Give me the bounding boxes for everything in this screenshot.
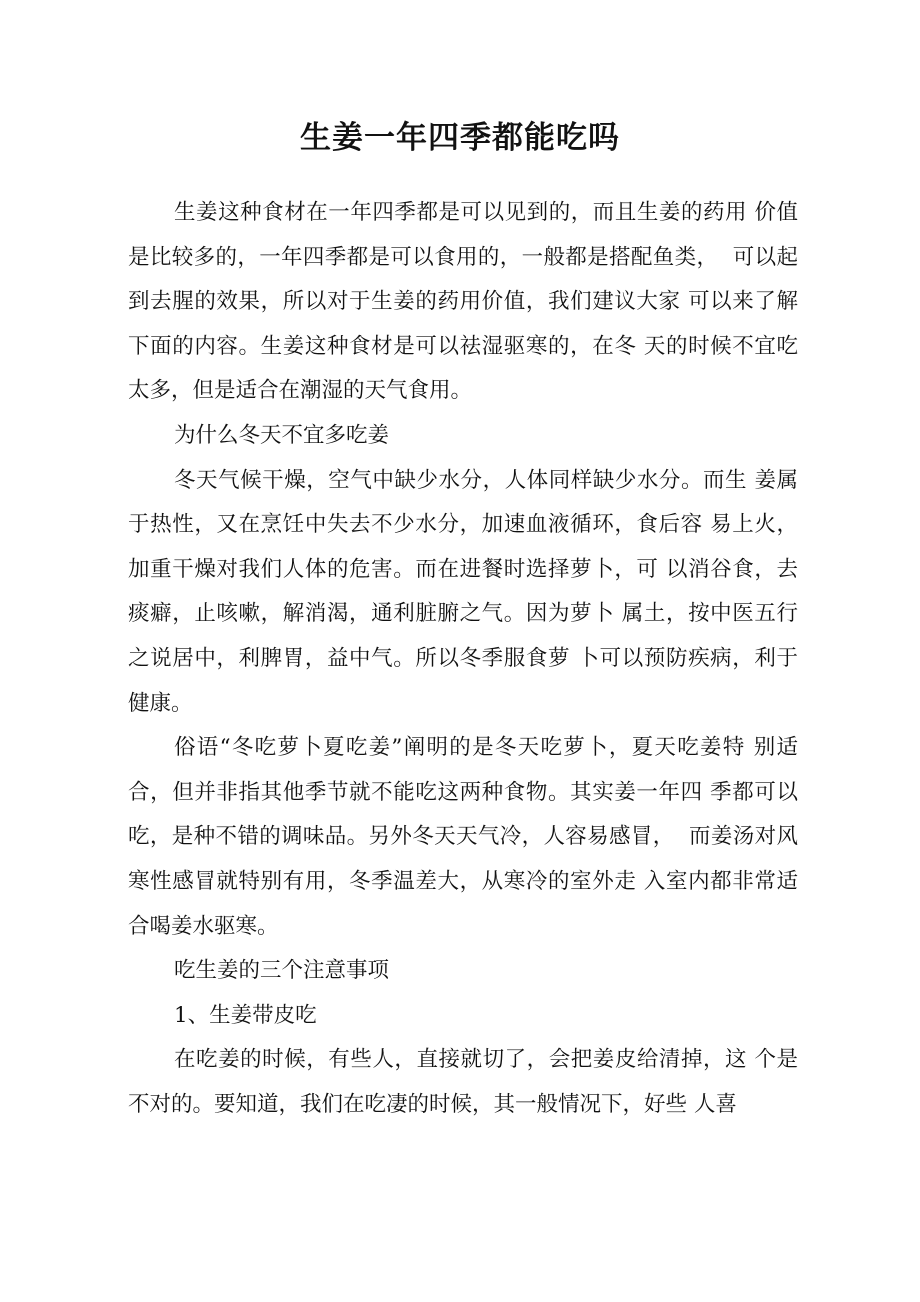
subheading-with-skin: 1、生姜带皮吃 [174, 1002, 317, 1028]
section-heading-precautions: 吃生姜的三个注意事项 [174, 958, 390, 984]
paragraph-intro: 生姜这种食材在一年四季都是可以见到的，而且生姜的药用 价值是比较多的，一年四季都是可以食用的，一般都是搭配鱼类， 可以起到去腥的效果，所以对于生姜的药用价值，我们建议大家 可以来了解下面的内容。生姜这种食材是可以祛湿驱寒的，在冬 天的时候不宜吃太多，但是适合在潮湿的天气食用。 [128, 200, 798, 404]
section-heading-winter: 为什么冬天不宜多吃姜 [174, 422, 390, 448]
document-body [128, 191, 798, 1127]
paragraph-skin: 在吃姜的时候，有些人，直接就切了，会把姜皮给清掉，这 个是不对的。要知道，我们在吃凄的时候，其一般情况下，好些 人喜 [128, 1047, 798, 1117]
paragraph-proverb: 俗语“冬吃萝卜夏吃姜”阐明的是冬天吃萝卜，夏天吃姜特 别适合，但并非指其他季节就不能吃这两种食物。其实姜一年四 季都可以吃，是种不错的调味品。另外冬天天气冷，人容易感冒， 而姜汤对风寒性感冒就特别有用，冬季温差大，从寒冷的室外走 入室内都非常适合喝姜水驱寒。 [128, 735, 798, 939]
paragraph-winter: 冬天气候干燥，空气中缺少水分，人体同样缺少水分。而生 姜属于热性，又在烹饪中失去不少水分，加速血液循环，食后容 易上火，加重干燥对我们人体的危害。而在进餐时选择萝卜，可 以消谷食，去痰癖，止咳嗽，解消渴，通利脏腑之气。因为萝卜 属土，按中医五行之说居中，利脾胃，益中气。所以冬季服食萝 卜可以预防疾病，利于健康。 [128, 467, 798, 716]
document-title: 生姜一年四季都能吃吗 [300, 120, 620, 156]
